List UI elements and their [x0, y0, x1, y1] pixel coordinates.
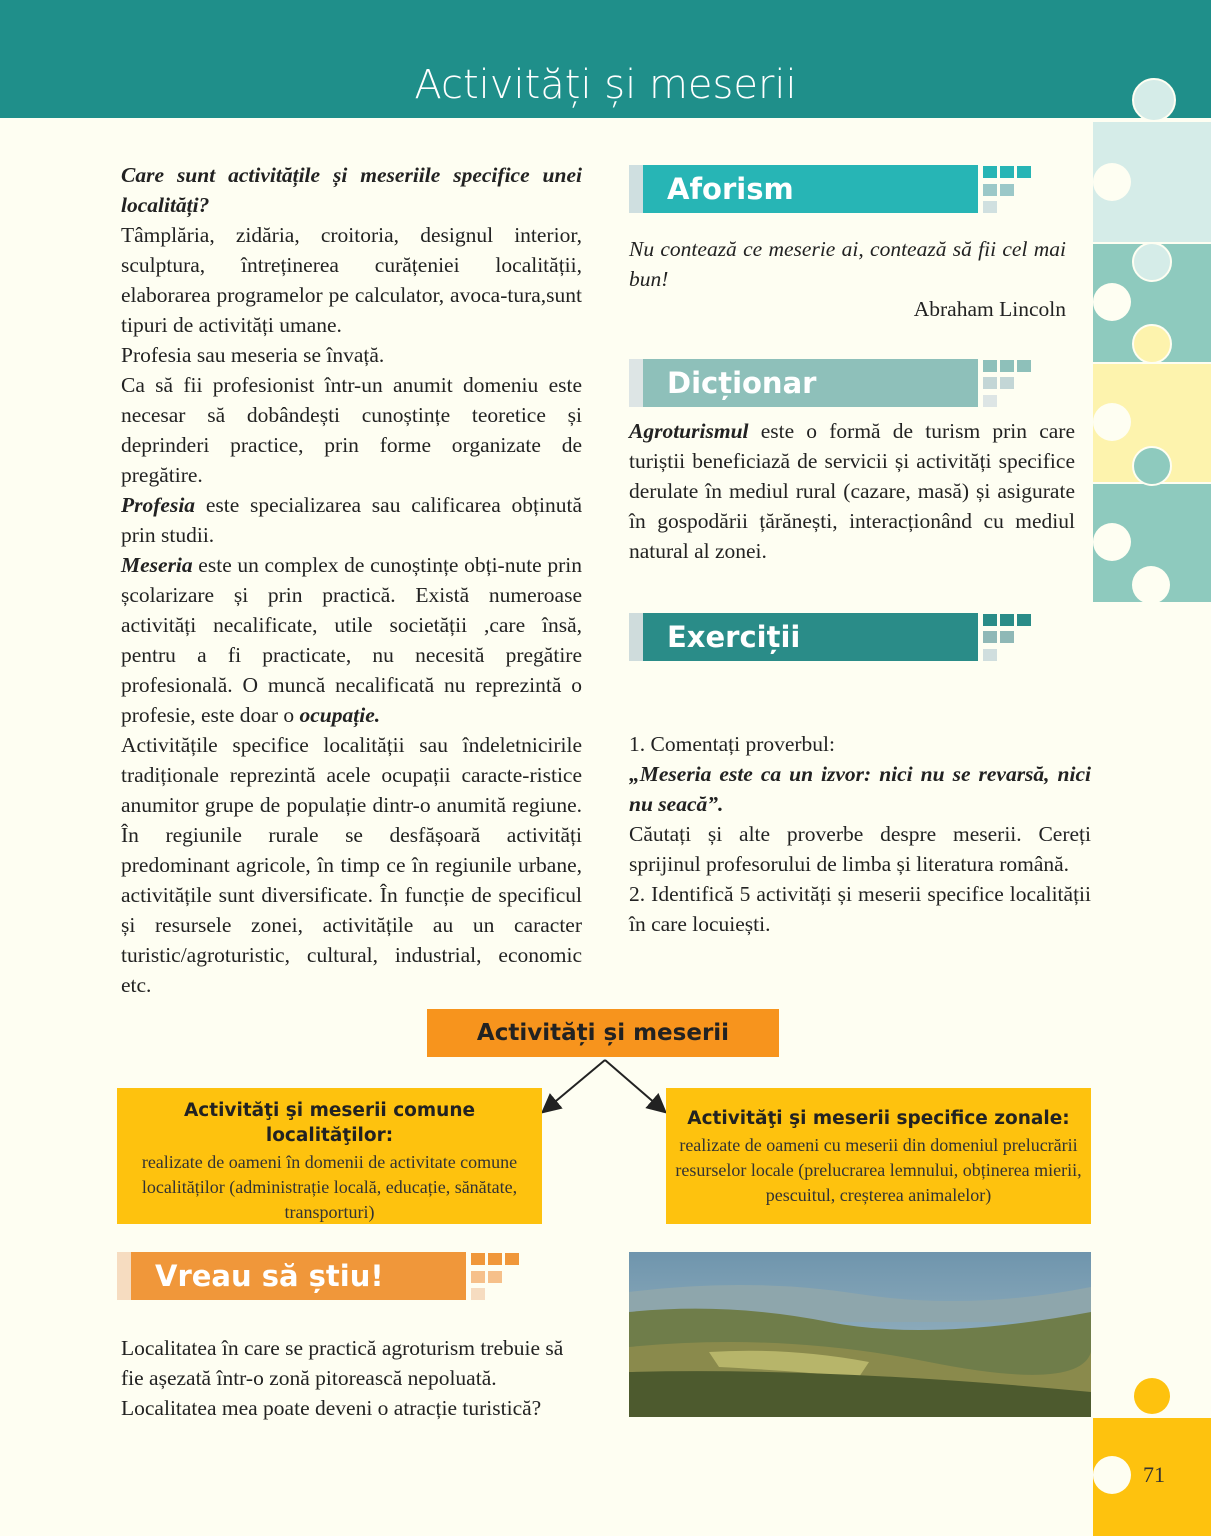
term: ocupație. — [299, 703, 381, 727]
term: Profesia — [121, 493, 196, 517]
proverb: „Meseria este ca un izvor: nici nu se revarsă, nici nu seacă”. — [629, 762, 1091, 816]
box-text: realizate de oameni în domenii de activitate comune localităților (administrație locală, educație, sănătate, transporturi) — [141, 1152, 518, 1222]
diagram-right-box — [666, 1088, 1091, 1224]
definition: este un complex de cunoștințe obți-nute prin școlarizare și prin practică. Există numeroase activități necalificate, utile societății ,care însă, pentru a fi practicate, nu necesită pregătire profesională. O muncă necalificată nu reprezintă o profesie, este doar o — [121, 553, 582, 727]
exercise-1-details: Căutați și alte proverbe despre meserii. Cereți sprijinul profesorului de limba și literatura română. — [629, 822, 1091, 876]
question: Care sunt activitățile și meseriile specifice unei localități? — [121, 163, 582, 217]
page-number: 71 — [1143, 1462, 1165, 1487]
vreau-title: Vreau să știu! — [131, 1252, 466, 1300]
main-text — [121, 160, 582, 1000]
paragraph: Ca să fii profesionist într-un anumit domeniu este necesar să dobândești cunoștințe teoretice și deprinderi practice, prin forme organizate de pregătire. — [121, 373, 582, 487]
page-title: Activități și meserii — [414, 62, 797, 108]
term: Meseria — [121, 553, 193, 577]
landscape-photo — [629, 1252, 1091, 1417]
paragraph — [121, 490, 582, 550]
box-text: realizate de oameni cu meserii din domeniul prelucrării resurselor locale (prelucrarea lemnului, obținerea mierii, pescuitul, creșterea animalelor) — [675, 1135, 1082, 1205]
paragraph: Profesia sau meseria se învață. — [121, 343, 385, 367]
aforism-quote: Nu contează ce meserie ai, contează să fii cel mai bun! — [629, 237, 1066, 291]
dictionar-definition — [629, 416, 1075, 566]
diagram-left-box — [117, 1088, 542, 1224]
aforism-author: Abraham Lincoln — [913, 297, 1066, 321]
exercise-1: 1. Comentați proverbul: — [629, 732, 836, 756]
term: Agroturismul — [629, 419, 749, 443]
exercises — [629, 729, 1091, 939]
paragraph: Activitățile specifice localității sau îndeletnicirile tradiționale reprezintă acele ocupații caracte-ristice anumitor grupe de populație dintr-o anumită regiune. În regiunile rurale se desfășoară activități predominant agricole, în timp ce în regiunile urbane, activitățile sunt diversificate. În funcție de specificul și resursele zonei, activitățile au un caracter turistic/agroturistic, cultural, industrial, economic etc. — [121, 733, 582, 997]
exercise-2: 2. Identifică 5 activități și meserii specifice localității în care locuiești. — [629, 882, 1091, 936]
diagram-root: Activități și meserii — [427, 1009, 779, 1057]
definition: este o formă de turism prin care turiștii beneficiază de servicii și activități specifice derulate în mediul rural (cazare, masă) și asigurate în gospodării țărănești, interacționând cu mediul natural al zonei. — [629, 419, 1075, 563]
box-title: Activităţi şi meserii specifice zonale: — [687, 1108, 1070, 1129]
aforism-title: Aforism — [643, 165, 978, 213]
paragraph — [121, 550, 582, 730]
exercitii-title: Exerciții — [643, 613, 978, 661]
box-title: Activităţi şi meserii comune localităţilor: — [183, 1100, 476, 1146]
dictionar-title: Dicționar — [643, 359, 978, 407]
diagram-arrows — [530, 1055, 680, 1120]
vreau-text: Localitatea în care se practică agroturism trebuie să fie așezată într-o zonă pitorească nepoluată. Localitatea mea poate deveni o atracție turistică? — [121, 1336, 564, 1420]
definition: este specializarea sau calificarea obținută prin studii. — [121, 493, 582, 547]
paragraph: Tâmplăria, zidăria, croitoria, designul interior, sculptura, întreținerea curățeniei localității, elaborarea programelor pe calculator, avoca-tura,sunt tipuri de activități umane. — [121, 223, 582, 337]
